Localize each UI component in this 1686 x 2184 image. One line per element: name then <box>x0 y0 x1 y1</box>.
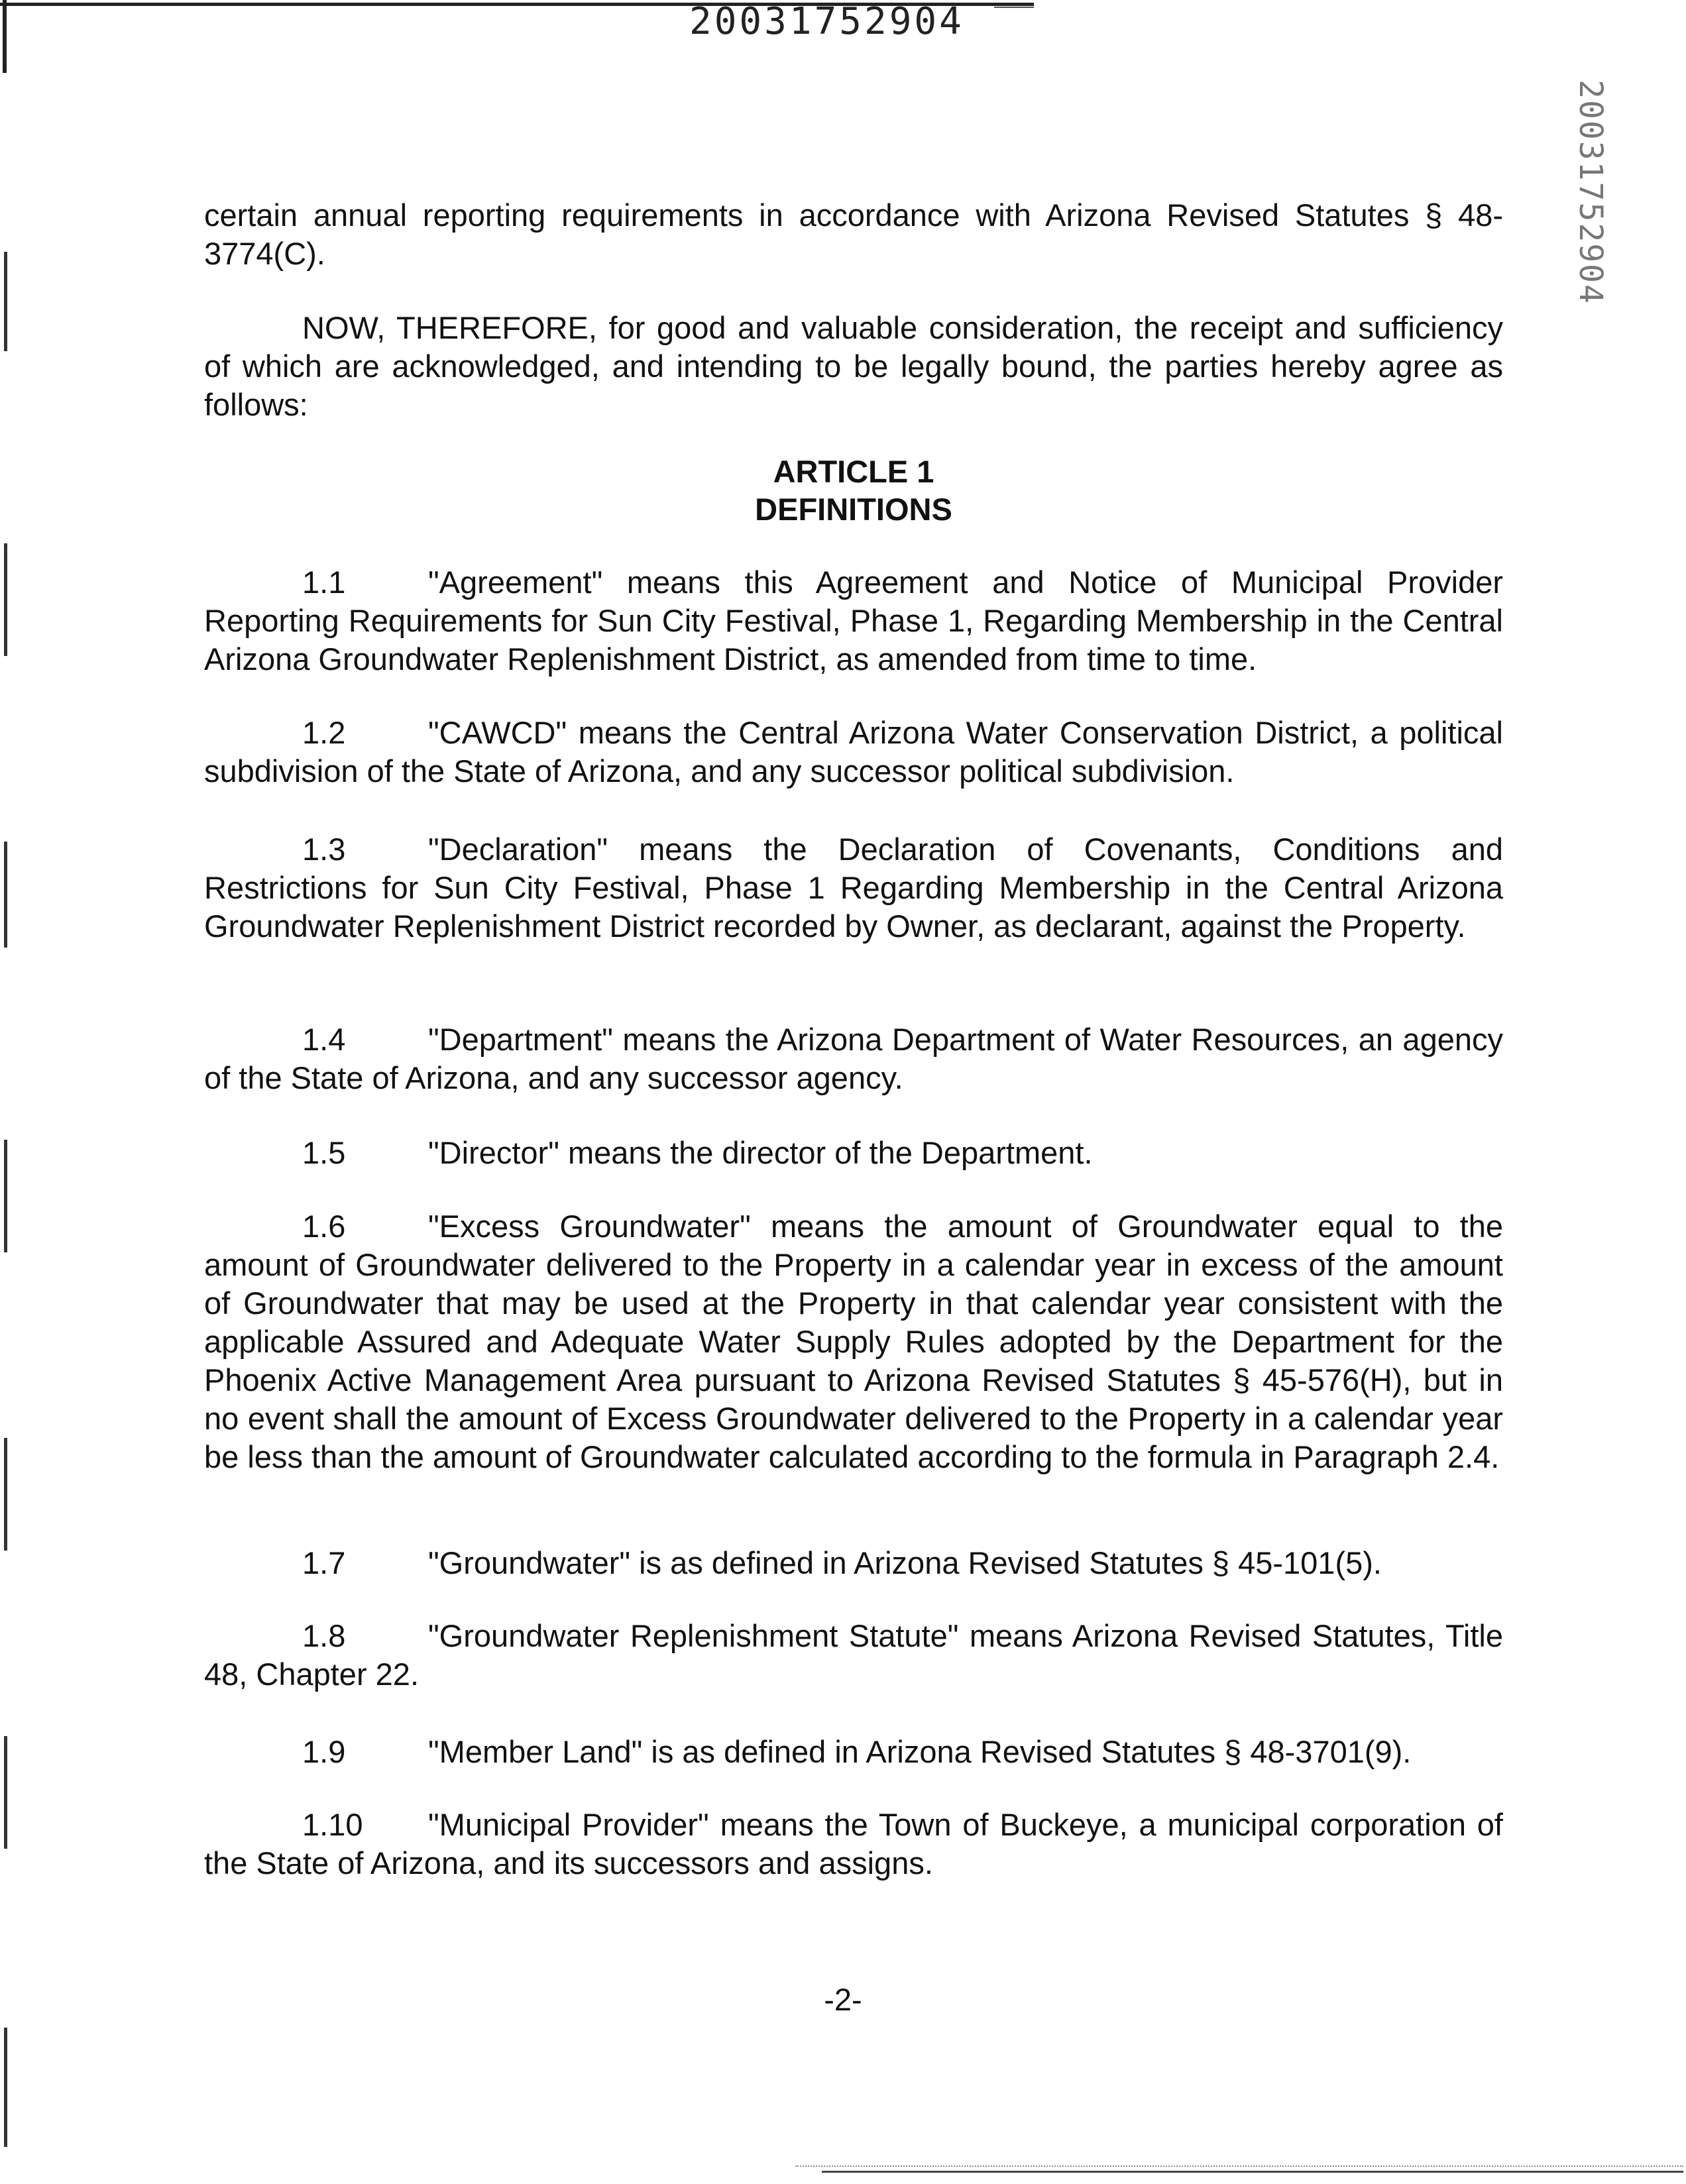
definition-text: "Declaration" means the Declaration of Covenants, Conditions and Restrictions for Sun City Festival, Phase 1 Regarding Membership in the Central Arizona Groundwater Replenishment District recorded by Owner, as declarant, against the Property. <box>204 832 1503 944</box>
scan-edge-mark <box>4 1140 7 1252</box>
scan-bottom-rule <box>822 2171 1683 2173</box>
definition-number: 1.1 <box>302 565 346 600</box>
definition-item <box>204 1733 1503 1771</box>
scan-edge-mark <box>4 1736 7 1849</box>
definition-item <box>204 1207 1503 1476</box>
definition-text: "CAWCD" means the Central Arizona Water Conservation District, a political subdivision of the State of Arizona, and any successor political subdivision. <box>204 715 1503 789</box>
definition-text: "Groundwater" is as defined in Arizona Revised Statutes § 45-101(5). <box>428 1545 1382 1580</box>
definition-item <box>204 563 1503 679</box>
definition-number: 1.7 <box>302 1545 346 1580</box>
definition-number: 1.3 <box>302 832 346 867</box>
article-number: ARTICLE 1 <box>773 454 934 489</box>
definition-text: "Director" means the director of the Department. <box>428 1135 1093 1170</box>
definition-item <box>204 1544 1503 1582</box>
scan-bottom-dots <box>795 2165 1683 2167</box>
scan-edge-mark <box>4 842 7 948</box>
definition-text: "Agreement" means this Agreement and Notice of Municipal Provider Reporting Requirements for Sun City Festival, Phase 1, Regarding Membership in the Central Arizona Groundwater Replenishment District, as amended from time to time. <box>204 565 1503 677</box>
definition-number: 1.2 <box>302 715 346 750</box>
recording-number: 20031752904 <box>689 0 964 43</box>
scan-top-rule-thin <box>994 7 1034 8</box>
definition-text: "Excess Groundwater" means the amount of Groundwater equal to the amount of Groundwater delivered to the Property in a calendar year in excess of the amount of Groundwater that may be used at the Property in that calendar year consistent with the applicable Assured and Adequate Water Supply Rules adopted by the Department for the Phoenix Active Management Area pursuant to Arizona Revised Statutes § 45-576(H), but in no event shall the amount of Excess Groundwater delivered to the Property in a calendar year be less than the amount of Groundwater calculated according to the formula in Paragraph 2.4. <box>204 1209 1503 1474</box>
intro-continuation: certain annual reporting requirements in accordance with Arizona Revised Statutes § 48-3774(C). <box>204 197 1503 271</box>
definition-text: "Department" means the Arizona Department of Water Resources, an agency of the State of Arizona, and any successor agency. <box>204 1022 1503 1095</box>
definition-number: 1.9 <box>302 1734 346 1769</box>
definition-item <box>204 1134 1503 1172</box>
definition-item <box>204 1020 1503 1097</box>
scan-edge-mark <box>4 2028 7 2147</box>
scan-edge-mark <box>4 1438 7 1551</box>
definition-number: 1.6 <box>302 1209 346 1244</box>
scan-edge-mark <box>4 543 7 656</box>
scan-edge-mark <box>4 252 7 351</box>
definition-item <box>204 1617 1503 1694</box>
definition-item <box>204 714 1503 791</box>
definition-text: "Municipal Provider" means the Town of Buckeye, a municipal corporation of the State of Arizona, and its successors and assigns. <box>204 1807 1503 1881</box>
definition-number: 1.8 <box>302 1618 346 1653</box>
definition-text: "Member Land" is as defined in Arizona Revised Statutes § 48-3701(9). <box>428 1734 1412 1769</box>
side-recording-stamp <box>1557 80 1624 305</box>
definition-text: "Groundwater Replenishment Statute" means Arizona Revised Statutes, Title 48, Chapter 22. <box>204 1618 1503 1692</box>
article-title: DEFINITIONS <box>755 492 952 527</box>
definition-item <box>204 830 1503 946</box>
definition-number: 1.5 <box>302 1135 346 1170</box>
scan-left-corner <box>3 0 7 73</box>
definition-number: 1.10 <box>302 1807 363 1842</box>
definition-number: 1.4 <box>302 1022 346 1057</box>
definition-item <box>204 1806 1503 1883</box>
now-therefore-paragraph: NOW, THEREFORE, for good and valuable consideration, the receipt and sufficiency of which are acknowledged, and intending to be legally bound, the parties hereby agree as follows: <box>204 310 1503 422</box>
side-stamp-text: 20031752904 <box>1572 80 1609 305</box>
page-number: -2- <box>824 1982 862 2017</box>
